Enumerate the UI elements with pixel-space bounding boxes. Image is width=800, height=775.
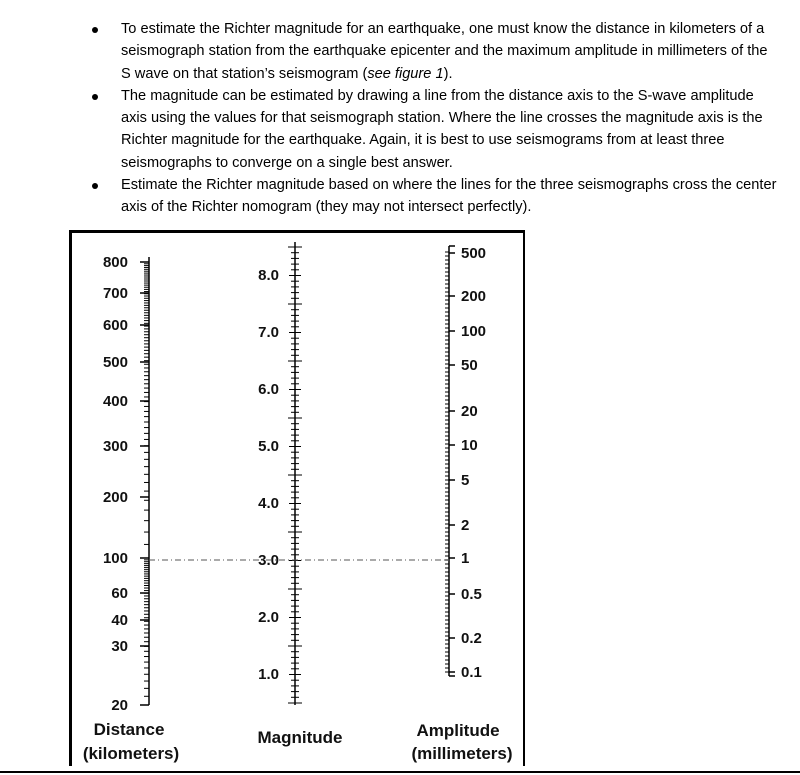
amplitude-tick-label: 500 — [461, 245, 487, 262]
magnitude-tick-label: 6.0 — [258, 381, 279, 398]
amplitude-units: (millimeters) — [411, 744, 513, 763]
distance-tick-label: 40 — [111, 612, 128, 629]
distance-caption: Distance — [93, 720, 165, 739]
amplitude-tick-label: 20 — [461, 403, 478, 420]
magnitude-tick-label: 3.0 — [258, 552, 279, 569]
distance-tick-label: 800 — [102, 254, 128, 271]
distance-tick-label: 60 — [111, 585, 128, 602]
distance-tick-label: 200 — [102, 489, 128, 506]
amplitude-tick-label: 0.1 — [461, 664, 482, 681]
magnitude-tick-label: 5.0 — [258, 438, 279, 455]
amplitude-tick-label: 0.5 — [461, 586, 482, 603]
distance-tick-label: 600 — [102, 317, 128, 334]
magnitude-caption: Magnitude — [257, 728, 343, 747]
distance-tick-label: 300 — [102, 438, 128, 455]
bullet-text-end: ). — [443, 65, 453, 82]
amplitude-tick-label: 5 — [461, 472, 470, 489]
distance-tick-label: 30 — [111, 638, 128, 655]
magnitude-tick-label: 1.0 — [258, 666, 279, 683]
distance-tick-label: 100 — [102, 550, 128, 567]
distance-tick-label: 400 — [102, 393, 128, 410]
amplitude-tick-label: 1 — [461, 550, 470, 567]
distance-tick-label: 500 — [102, 354, 128, 371]
amplitude-tick-label: 10 — [461, 437, 478, 454]
distance-axis — [103, 254, 149, 714]
bullet-italic: see figure 1 — [367, 65, 444, 82]
amplitude-tick-label: 2 — [461, 517, 470, 534]
magnitude-tick-label: 4.0 — [258, 495, 279, 512]
distance-tick-label: 700 — [102, 285, 128, 302]
amplitude-tick-label: 100 — [461, 323, 487, 340]
amplitude-axis — [445, 245, 486, 681]
amplitude-tick-label: 0.2 — [461, 630, 482, 647]
bullet-text: The magnitude can be estimated by drawing a line from the distance axis to the S-wave amplitude axis using the values for that seismograph station. Where the line crosses the magnitude axis is the Richter magnitude for the earthquake. Again, it is best to use seismograms from at least three seismographs to converge on a single best answer. — [121, 87, 763, 171]
amplitude-tick-label: 200 — [461, 288, 487, 305]
bullet-text: To estimate the Richter magnitude for an earthquake, one must know the distance in kilometers of a seismograph station from the earthquake epicenter and the maximum amplitude in millimeters of the S wave on that station’s seismogram ( — [121, 21, 768, 82]
distance-units: (kilometers) — [82, 744, 180, 763]
magnitude-tick-label: 2.0 — [258, 609, 279, 626]
amplitude-tick-label: 50 — [461, 357, 478, 374]
distance-tick-label: 20 — [111, 697, 128, 714]
magnitude-tick-label: 8.0 — [258, 267, 279, 284]
magnitude-axis — [258, 242, 302, 705]
bullet-text: Estimate the Richter magnitude based on where the lines for the three seismographs cross the center axis of the Richter nomogram (they may not intersect perfectly). — [121, 177, 777, 216]
amplitude-caption: Amplitude — [416, 721, 500, 740]
magnitude-tick-label: 7.0 — [258, 324, 279, 341]
